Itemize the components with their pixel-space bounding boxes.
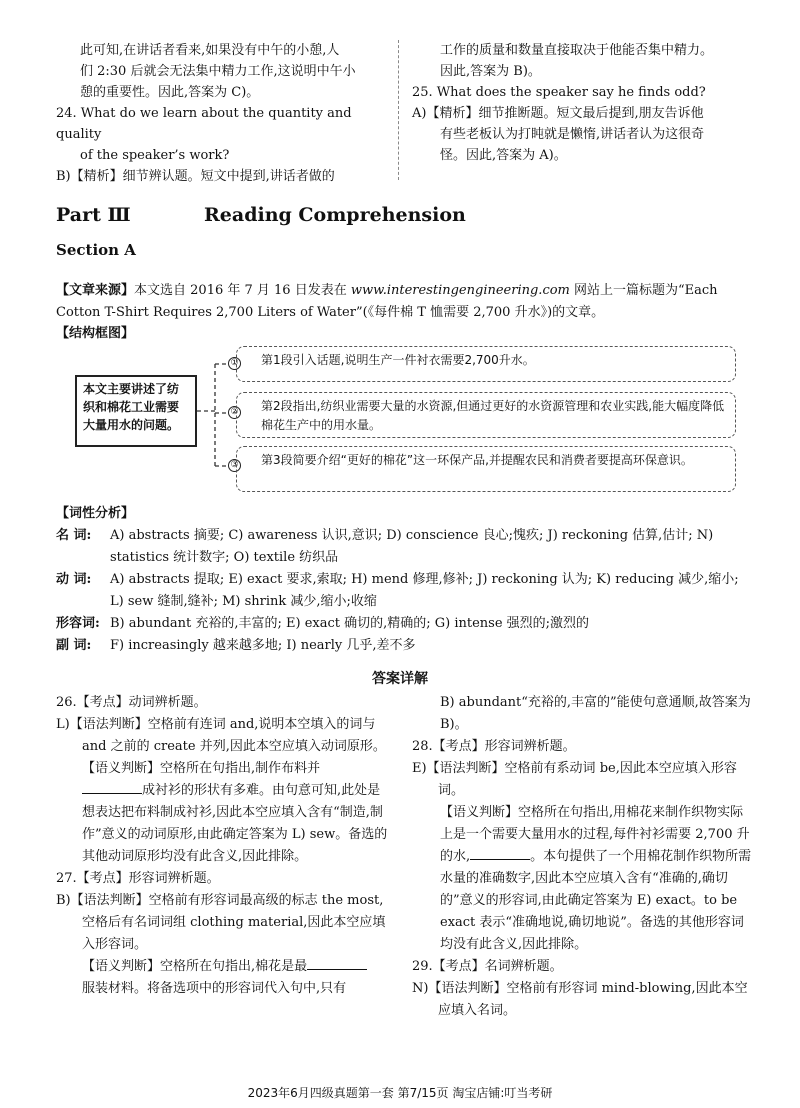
text-line: 憩的重要性。因此,答案为 C)。 <box>80 85 260 100</box>
pos-row <box>56 569 756 613</box>
answers-right-column <box>412 692 752 1022</box>
answer-text: 。本句提供了一个用棉花制作织物所需水量的准确数字,因此本空应填入含有“准确的,确切的”意义的形容词,由此确定答案为 E) exact。to be exact 表示“准确地说,确切地说”。备选的其他形容词均没有此含义,因此排除。 <box>440 849 752 952</box>
blank-line <box>307 957 367 970</box>
answer-24: B)【精析】细节辨认题。短文中提到,讲话者做的 <box>56 169 335 184</box>
answer-26-semantic <box>56 758 388 868</box>
answer-25: A)【精析】细节推断题。短文最后提到,朋友告诉他 <box>412 106 704 121</box>
answer-27-grammar: B)【语法判断】空格前有形容词最高级的标志 the most,空格后有名词词组 clothing material,因此本空应填入形容词。 <box>56 893 386 952</box>
answer-29-grammar: N)【语法判断】空格前有形容词 mind-blowing,因此本空应填入名词。 <box>412 981 748 1018</box>
pos-row <box>56 525 756 569</box>
answer-text: 【语义判断】空格所在句指出,棉花是最 <box>82 959 308 974</box>
pos-text: F) increasingly 越来越多地; I) nearly 几乎,差不多 <box>110 638 416 653</box>
question-29: 29.【考点】名词辨析题。 <box>412 959 563 974</box>
paragraph-3-box <box>236 446 736 492</box>
question-26: 26.【考点】动词辨析题。 <box>56 695 207 710</box>
blank-line <box>82 781 142 794</box>
text-line: 们 2:30 后就会无法集中精力工作,这说明中午小 <box>80 64 356 79</box>
pos-text: A) abstracts 提取; E) exact 要求,索取; H) mend 修理,修补; J) reckoning 认为; K) reducing 减少,缩小; L) sew 缝制,缝补; M) shrink 减少,缩小;收缩 <box>110 572 739 609</box>
answer-27-conclusion: B) abundant“充裕的,丰富的”能使句意通顺,故答案为 B)。 <box>440 695 751 732</box>
source-label: 【文章来源】 <box>56 283 135 298</box>
marker-circle-icon: ③ <box>228 459 241 472</box>
paragraph-1-text: 第1段引入话题,说明生产一件衬衣需要2,700升水。 <box>261 353 535 367</box>
page-footer: 2023年6月四级真题第一套 第7/15页 淘宝店铺:叮当考研 <box>247 1086 553 1100</box>
pos-tag: 形容词: <box>56 616 100 631</box>
paragraph-2-box <box>236 392 736 438</box>
section-heading: Section A <box>56 241 136 259</box>
answer-27-semantic <box>56 956 388 1000</box>
paragraph-1-box <box>236 346 736 382</box>
pos-row <box>56 613 756 635</box>
text-line: 因此,答案为 B)。 <box>440 64 541 79</box>
answer-28-grammar: E)【语法判断】空格前有系动词 be,因此本空应填入形容词。 <box>412 761 737 798</box>
question-28: 28.【考点】形容词辨析题。 <box>412 739 576 754</box>
blank-line <box>470 847 530 860</box>
structure-label: 【结构框图】 <box>56 326 135 341</box>
pos-row <box>56 635 756 657</box>
marker-circle-icon: ① <box>228 357 241 370</box>
paragraph-3-text: 第3段简要介绍“更好的棉花”这一环保产品,并提醒农民和消费者要提高环保意识。 <box>261 453 693 467</box>
answers-left-column <box>56 692 388 1000</box>
pos-tag: 副 词: <box>56 638 92 653</box>
pos-tag: 动 词: <box>56 572 92 587</box>
answers-title: 答案详解 <box>372 671 428 687</box>
pos-text: B) abundant 充裕的,丰富的; E) exact 确切的,精确的; G) intense 强烈的;激烈的 <box>110 616 590 631</box>
text-line: 工作的质量和数量直接取决于他能否集中精力。 <box>440 43 714 58</box>
question-24: 24. What do we learn about the quantity and quality <box>56 106 352 142</box>
marker-circle-icon: ② <box>228 406 241 419</box>
text-line: 有些老板认为打盹就是懒惰,讲话者认为这很奇 <box>440 127 705 142</box>
text-line: 怪。因此,答案为 A)。 <box>440 148 567 163</box>
pos-tag: 名 词: <box>56 528 92 543</box>
answer-text: 成衬衫的形状有多难。由句意可知,此处是想表达把布料制成衬衫,因此本空应填入含有“制造,制作”意义的动词原形,由此确定答案为 L) sew。备选的其他动词原形均没有此含义,因此排除。 <box>82 783 388 864</box>
part-title: Reading Comprehension <box>204 204 466 226</box>
answer-28-semantic <box>412 802 752 956</box>
text-line: 此可知,在讲话者看来,如果没有中午的小憩,人 <box>80 43 340 58</box>
answer-text: 【语义判断】空格所在句指出,制作布料并 <box>82 761 321 776</box>
pos-text: A) abstracts 摘要; C) awareness 认识,意识; D) conscience 良心;愧疚; J) reckoning 估算,估计; N) statistics 统计数字; O) textile 纺织品 <box>110 528 714 565</box>
main-idea-box: 本文主要讲述了纺织和棉花工业需要大量用水的问题。 <box>75 375 197 447</box>
source-site: www.interestingengineering.com <box>350 283 570 298</box>
pos-analysis <box>56 525 756 657</box>
source-text-2: 网站上一篇标题为“Each Cotton T-Shirt Requires 2,700 Liters of Water”(《每件棉 T 恤需要 2,700 升水》)的文章。 <box>56 283 718 320</box>
paragraph-2-text: 第2段指出,纺织业需要大量的水资源,但通过更好的水资源管理和农业实践,能大幅度降低棉花生产中的用水量。 <box>261 399 725 432</box>
part-number: Part Ⅲ <box>56 204 131 226</box>
answer-text: 【语义判断】空格所在句指出,用棉花来制作织物实际上是一个需要大量用水的过程,每件衬衫需要 2,700 升的水, <box>440 805 750 864</box>
answer-text: 服装材料。将备选项中的形容词代入句中,只有 <box>82 981 347 996</box>
answer-26-grammar: L)【语法判断】空格前有连词 and,说明本空填入的词与 and 之前的 create 并列,因此本空应填入动词原形。 <box>56 717 386 754</box>
question-27: 27.【考点】形容词辨析题。 <box>56 871 220 886</box>
source-text: 本文选自 2016 年 7 月 16 日发表在 <box>134 283 347 298</box>
pos-label: 【词性分析】 <box>56 506 135 521</box>
text-line: of the speaker’s work? <box>80 148 230 163</box>
question-25: 25. What does the speaker say he finds odd? <box>412 85 706 100</box>
